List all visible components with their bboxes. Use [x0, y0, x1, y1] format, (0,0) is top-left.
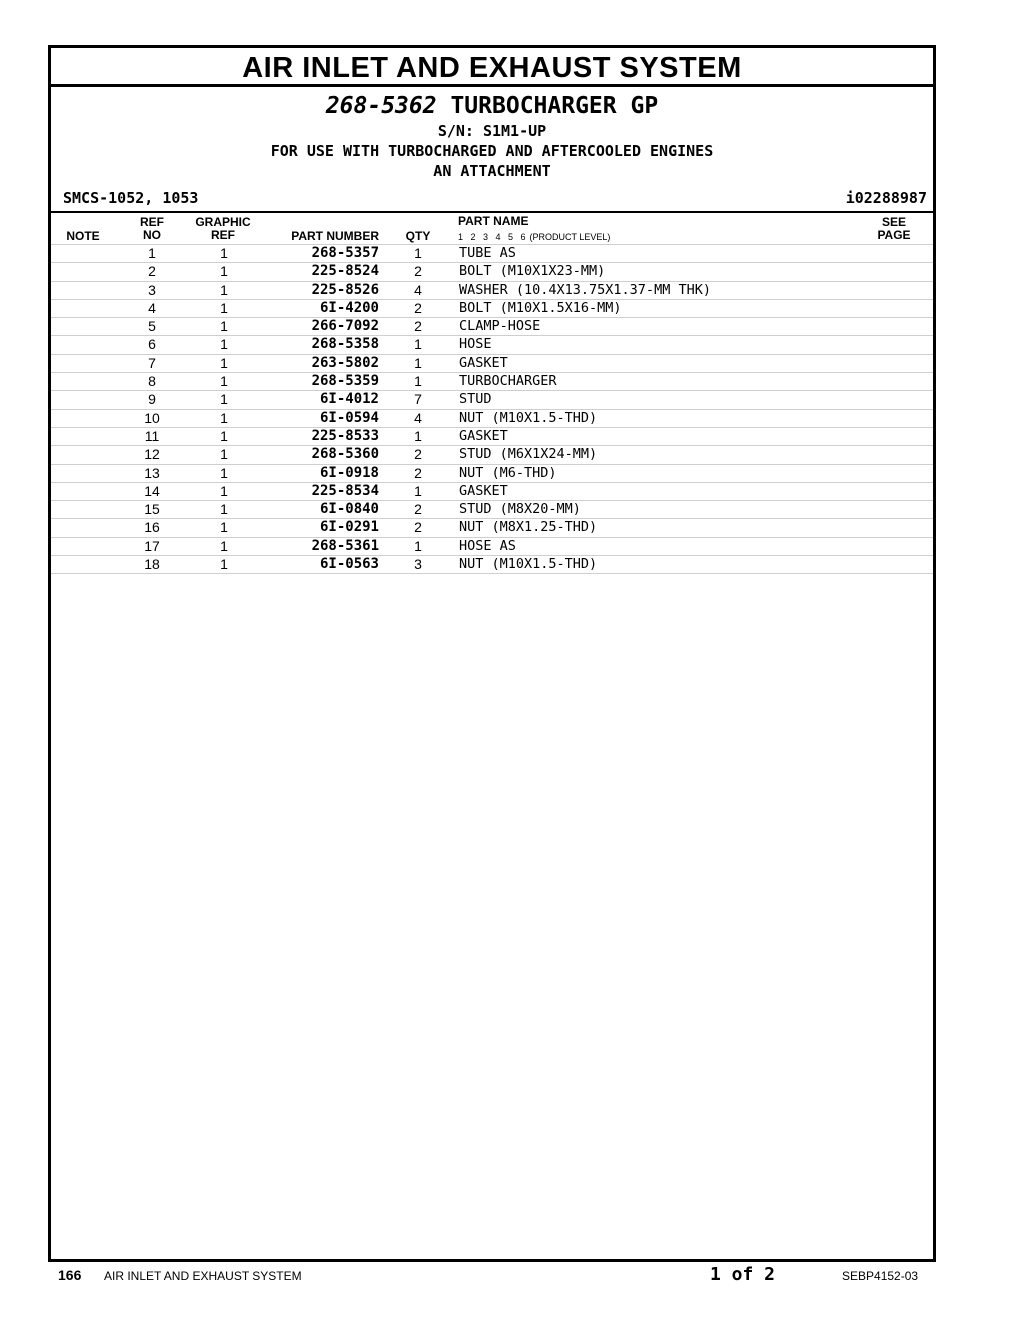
qty-cell: 2: [414, 318, 422, 335]
table-row: [51, 262, 933, 280]
table-row: [51, 390, 933, 408]
ref-no-cell: 7: [148, 354, 156, 371]
part-number-cell: 225-8533: [311, 427, 379, 444]
part-name-cell: NUT (M6-THD): [459, 464, 557, 481]
part-name-cell: NUT (M8X1.25-THD): [459, 519, 598, 536]
ref-no-cell: 12: [144, 446, 160, 463]
parts-list-frame: [48, 45, 936, 1262]
column-header-page: PAGE: [877, 228, 911, 242]
part-number-cell: 268-5360: [311, 446, 379, 463]
use-note: FOR USE WITH TURBOCHARGED AND AFTERCOOLED ENGINES: [270, 142, 714, 160]
column-header-graphic: GRAPHIC: [195, 215, 251, 229]
qty-cell: 3: [414, 556, 422, 573]
footer-page-count: 1 of 2: [710, 1264, 776, 1285]
part-name-cell: NUT (M10X1.5-THD): [459, 409, 598, 426]
part-number-cell: 6I-4200: [319, 299, 379, 316]
qty-cell: 2: [414, 299, 422, 316]
part-number-cell: 268-5357: [311, 245, 379, 261]
parts-table: [51, 244, 933, 574]
ref-no-cell: 11: [144, 427, 160, 444]
table-row: [51, 555, 933, 574]
ref-no-cell: 13: [144, 464, 160, 481]
qty-cell: 2: [414, 519, 422, 536]
section-title: AIR INLET AND EXHAUST SYSTEM: [51, 48, 933, 87]
ref-no-cell: 16: [144, 519, 160, 536]
part-number-cell: 6I-0918: [319, 464, 379, 481]
graphic-ref-cell: 1: [220, 537, 228, 554]
footer-section-title: AIR INLET AND EXHAUST SYSTEM: [104, 1269, 302, 1283]
part-name-cell: BOLT (M10X1X23-MM): [459, 263, 606, 280]
column-header-part-number: PART NUMBER: [291, 229, 379, 243]
table-row: [51, 409, 933, 427]
part-name-cell: CLAMP-HOSE: [459, 318, 541, 335]
table-row: [51, 354, 933, 372]
graphic-ref-cell: 1: [220, 281, 228, 298]
graphic-ref-cell: 1: [220, 245, 228, 261]
table-row: [51, 317, 933, 335]
ref-no-cell: 10: [144, 409, 160, 426]
part-name-cell: STUD (M8X20-MM): [459, 501, 581, 518]
group-name: TURBOCHARGER GP: [450, 93, 659, 119]
table-row: [51, 482, 933, 500]
qty-cell: 1: [414, 482, 422, 499]
qty-cell: 2: [414, 446, 422, 463]
graphic-ref-cell: 1: [220, 354, 228, 371]
part-number-cell: 6I-4012: [319, 391, 379, 408]
ref-no-cell: 8: [148, 373, 156, 390]
column-header-ref-no: [137, 216, 167, 242]
part-number-cell: 225-8534: [311, 482, 379, 499]
footer-page-number: 166: [58, 1267, 82, 1283]
qty-cell: 1: [414, 245, 422, 261]
ref-no-cell: 2: [148, 263, 156, 280]
product-level-label: (PRODUCT LEVEL): [529, 232, 611, 242]
ref-no-cell: 14: [144, 482, 160, 499]
part-name-cell: HOSE AS: [459, 537, 516, 554]
ref-no-cell: 1: [148, 245, 156, 261]
part-name-cell: STUD (M6X1X24-MM): [459, 446, 598, 463]
part-number-cell: 225-8524: [311, 263, 379, 280]
graphic-ref-cell: 1: [220, 556, 228, 573]
column-header-ref: REF: [140, 215, 164, 229]
smcs-code: SMCS-1052, 1053: [63, 189, 199, 207]
serial-number: S/N: S1M1-UP: [437, 122, 547, 140]
graphic-ref-cell: 1: [220, 373, 228, 390]
ref-no-cell: 4: [148, 299, 156, 316]
part-number-cell: 268-5361: [311, 537, 379, 554]
part-name-cell: GASKET: [459, 354, 508, 371]
column-header-see-page: [869, 216, 919, 242]
ref-no-cell: 15: [144, 501, 160, 518]
graphic-ref-cell: 1: [220, 482, 228, 499]
qty-cell: 2: [414, 263, 422, 280]
qty-cell: 2: [414, 501, 422, 518]
group-title: [51, 92, 933, 120]
part-name-cell: GASKET: [459, 482, 508, 499]
footer-doc-id: SEBP4152-03: [842, 1269, 919, 1283]
part-name-cell: WASHER (10.4X13.75X1.37-MM THK): [459, 281, 711, 298]
part-number-cell: 266-7092: [311, 318, 379, 335]
graphic-ref-cell: 1: [220, 519, 228, 536]
table-row: [51, 244, 933, 262]
illustration-id: i02288987: [845, 189, 927, 207]
qty-cell: 4: [414, 281, 422, 298]
ref-no-cell: 9: [148, 391, 156, 408]
graphic-ref-cell: 1: [220, 263, 228, 280]
column-header-product-levels: [458, 232, 610, 242]
qty-cell: 1: [414, 336, 422, 353]
qty-cell: 4: [414, 409, 422, 426]
ref-no-cell: 6: [148, 336, 156, 353]
table-row: [51, 427, 933, 445]
column-header-part-name: PART NAME: [458, 214, 529, 228]
table-row: [51, 335, 933, 353]
table-row: [51, 518, 933, 536]
ref-no-cell: 18: [144, 556, 160, 573]
qty-cell: 1: [414, 427, 422, 444]
graphic-ref-cell: 1: [220, 464, 228, 481]
column-header-graphic-ref-label: REF: [211, 228, 235, 242]
table-row: [51, 500, 933, 518]
ref-no-cell: 5: [148, 318, 156, 335]
part-number-cell: 268-5358: [311, 336, 379, 353]
product-level-numbers: 1 2 3 4 5 6: [458, 232, 526, 242]
table-row: [51, 464, 933, 482]
part-number-cell: 225-8526: [311, 281, 379, 298]
column-header-no: NO: [143, 228, 161, 242]
part-number-cell: 268-5359: [311, 373, 379, 390]
graphic-ref-cell: 1: [220, 427, 228, 444]
part-number-cell: 263-5802: [311, 354, 379, 371]
qty-cell: 2: [414, 464, 422, 481]
table-row: [51, 537, 933, 555]
column-header-note: NOTE: [66, 229, 100, 243]
graphic-ref-cell: 1: [220, 391, 228, 408]
column-header-see: SEE: [881, 215, 906, 229]
attachment-note: AN ATTACHMENT: [433, 162, 551, 180]
qty-cell: 1: [414, 537, 422, 554]
column-header-graphic-ref: [191, 216, 255, 242]
table-row: [51, 281, 933, 299]
part-number-cell: 6I-0840: [319, 501, 379, 518]
qty-cell: 1: [414, 373, 422, 390]
part-name-cell: GASKET: [459, 427, 508, 444]
graphic-ref-cell: 1: [220, 336, 228, 353]
part-name-cell: TURBOCHARGER: [459, 373, 557, 390]
qty-cell: 7: [414, 391, 422, 408]
part-number-cell: 6I-0291: [319, 519, 379, 536]
table-row: [51, 445, 933, 463]
table-row: [51, 299, 933, 317]
graphic-ref-cell: 1: [220, 299, 228, 316]
part-number-cell: 6I-0563: [319, 556, 379, 573]
table-row: [51, 372, 933, 390]
ref-no-cell: 17: [144, 537, 160, 554]
graphic-ref-cell: 1: [220, 501, 228, 518]
part-name-cell: STUD: [459, 391, 492, 408]
graphic-ref-cell: 1: [220, 318, 228, 335]
part-name-cell: BOLT (M10X1.5X16-MM): [459, 299, 622, 316]
column-header-qty: QTY: [405, 229, 431, 243]
qty-cell: 1: [414, 354, 422, 371]
part-name-cell: TUBE AS: [459, 245, 516, 261]
group-part-number: 268-5362: [325, 93, 437, 119]
part-name-cell: HOSE: [459, 336, 492, 353]
ref-no-cell: 3: [148, 281, 156, 298]
graphic-ref-cell: 1: [220, 409, 228, 426]
graphic-ref-cell: 1: [220, 446, 228, 463]
part-number-cell: 6I-0594: [319, 409, 379, 426]
header-divider: [51, 211, 933, 213]
part-name-cell: NUT (M10X1.5-THD): [459, 556, 598, 573]
